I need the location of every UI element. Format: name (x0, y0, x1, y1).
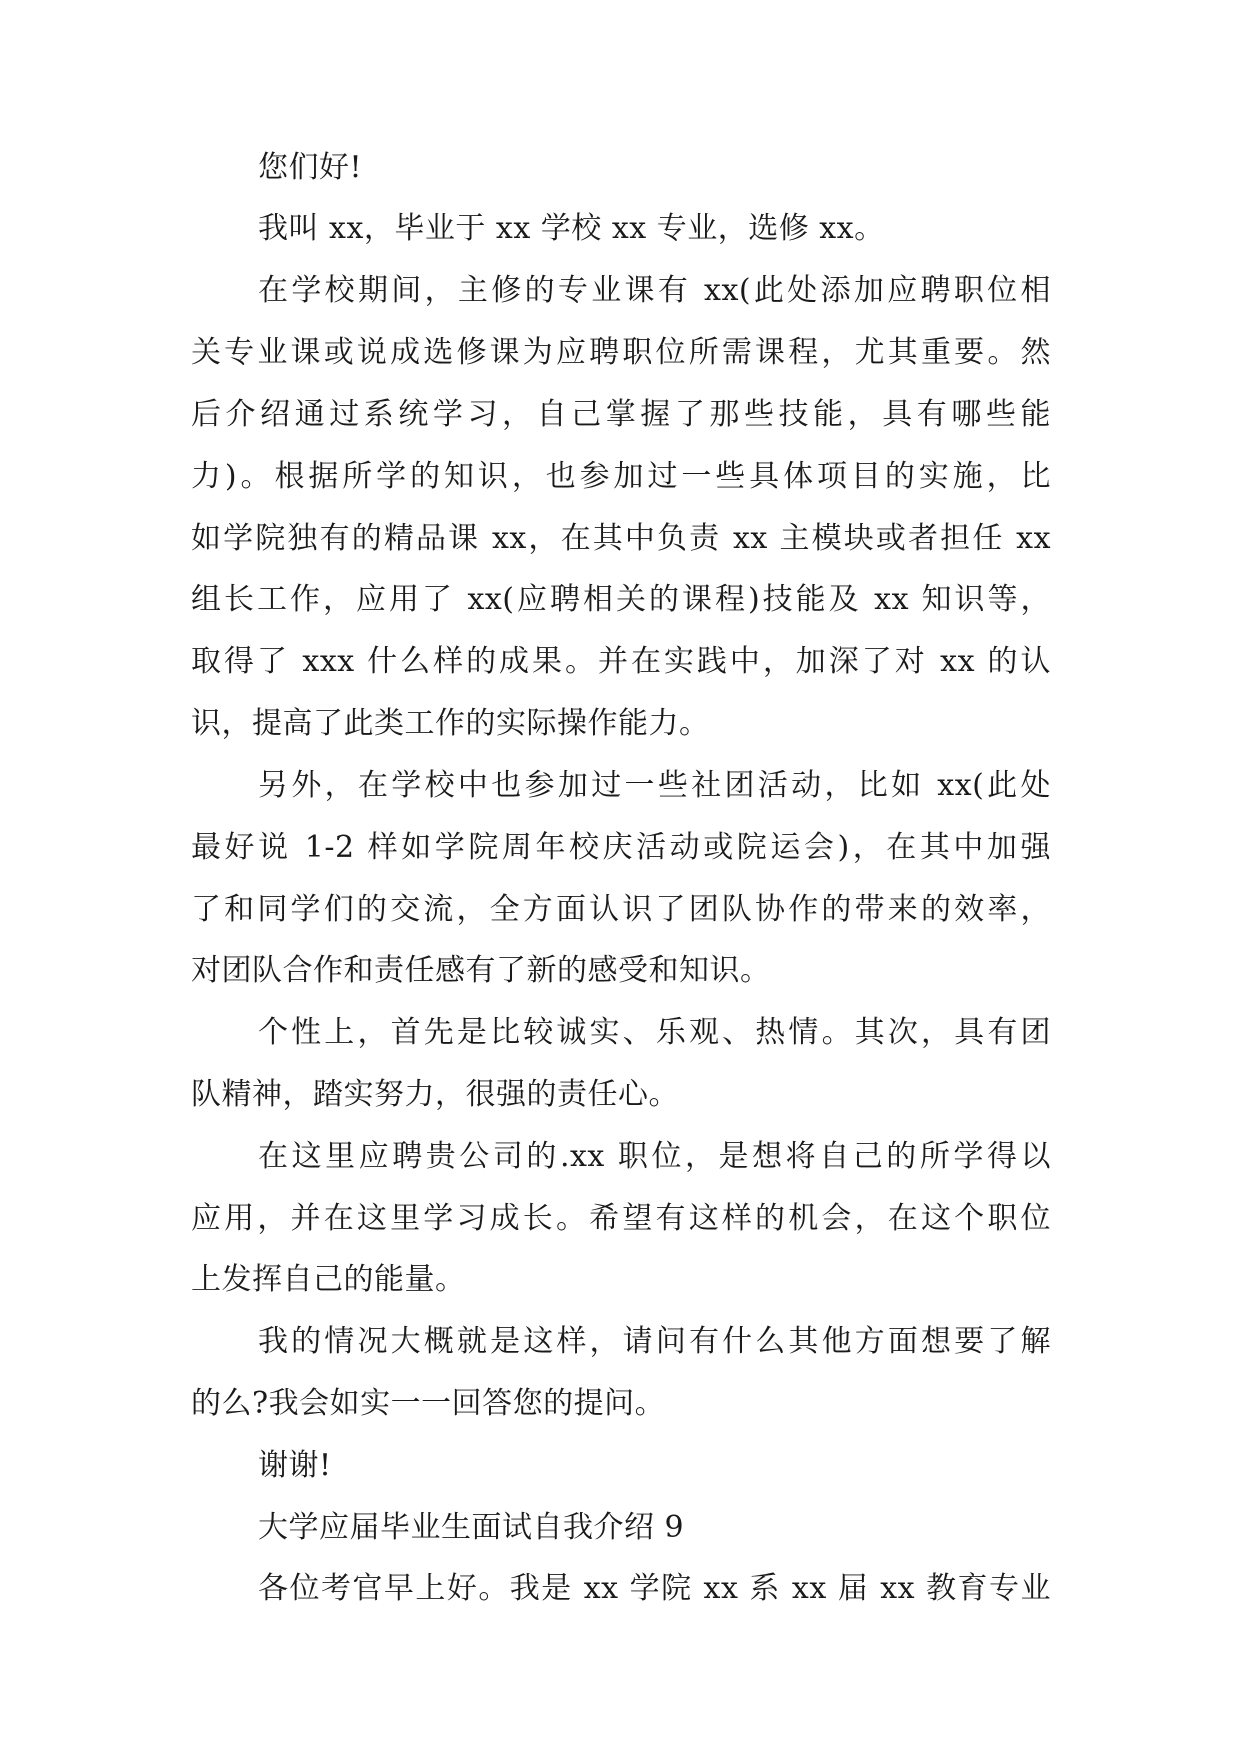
paragraph-study-line-3: 后介绍通过系统学习，自己掌握了那些技能，具有哪些能 (191, 397, 1051, 432)
paragraph-study-line-5: 如学院独有的精品课 xx，在其中负责 xx 主模块或者担任 xx (191, 521, 1051, 556)
paragraph-club-line-1: 另外，在学校中也参加过一些社团活动，比如 xx(此处 (258, 768, 1051, 803)
thanks-line: 谢谢! (258, 1448, 332, 1483)
paragraph-club-line-3: 了和同学们的交流，全方面认识了团队协作的带来的效率， (191, 892, 1051, 927)
paragraph-closing-line-2: 的么?我会如实一一回答您的提问。 (191, 1386, 666, 1421)
paragraph-study-line-1: 在学校期间，主修的专业课有 xx(此处添加应聘职位相 (258, 273, 1051, 308)
paragraph-study-line-6: 组长工作，应用了 xx(应聘相关的课程)技能及 xx 知识等， (191, 582, 1051, 617)
next-intro-line: 各位考官早上好。我是 xx 学院 xx 系 xx 届 xx 教育专业 (258, 1571, 1051, 1606)
greeting-line: 您们好! (258, 150, 363, 185)
paragraph-closing-line-1: 我的情况大概就是这样，请问有什么其他方面想要了解 (258, 1324, 1051, 1359)
paragraph-personality-line-2: 队精神，踏实努力，很强的责任心。 (191, 1077, 679, 1112)
paragraph-study-line-8: 识，提高了此类工作的实际操作能力。 (191, 706, 710, 741)
paragraph-personality-line-1: 个性上，首先是比较诚实、乐观、热情。其次，具有团 (258, 1015, 1051, 1050)
section-heading: 大学应届毕业生面试自我介绍 9 (258, 1510, 685, 1545)
paragraph-study-line-2: 关专业课或说成选修课为应聘职位所需课程，尤其重要。然 (191, 335, 1051, 370)
paragraph-study-line-7: 取得了 xxx 什么样的成果。并在实践中，加深了对 xx 的认 (191, 644, 1051, 679)
paragraph-position-line-2: 应用，并在这里学习成长。希望有这样的机会，在这个职位 (191, 1201, 1051, 1236)
paragraph-club-line-4: 对团队合作和责任感有了新的感受和知识。 (191, 953, 771, 988)
paragraph-study-line-4: 力)。根据所学的知识，也参加过一些具体项目的实施，比 (191, 459, 1051, 494)
paragraph-position-line-3: 上发挥自己的能量。 (191, 1262, 466, 1297)
paragraph-position-line-1: 在这里应聘贵公司的.xx 职位，是想将自己的所学得以 (258, 1139, 1051, 1174)
paragraph-club-line-2: 最好说 1-2 样如学院周年校庆活动或院运会)，在其中加强 (191, 830, 1051, 865)
intro-line: 我叫 xx，毕业于 xx 学校 xx 专业，选修 xx。 (258, 211, 885, 246)
